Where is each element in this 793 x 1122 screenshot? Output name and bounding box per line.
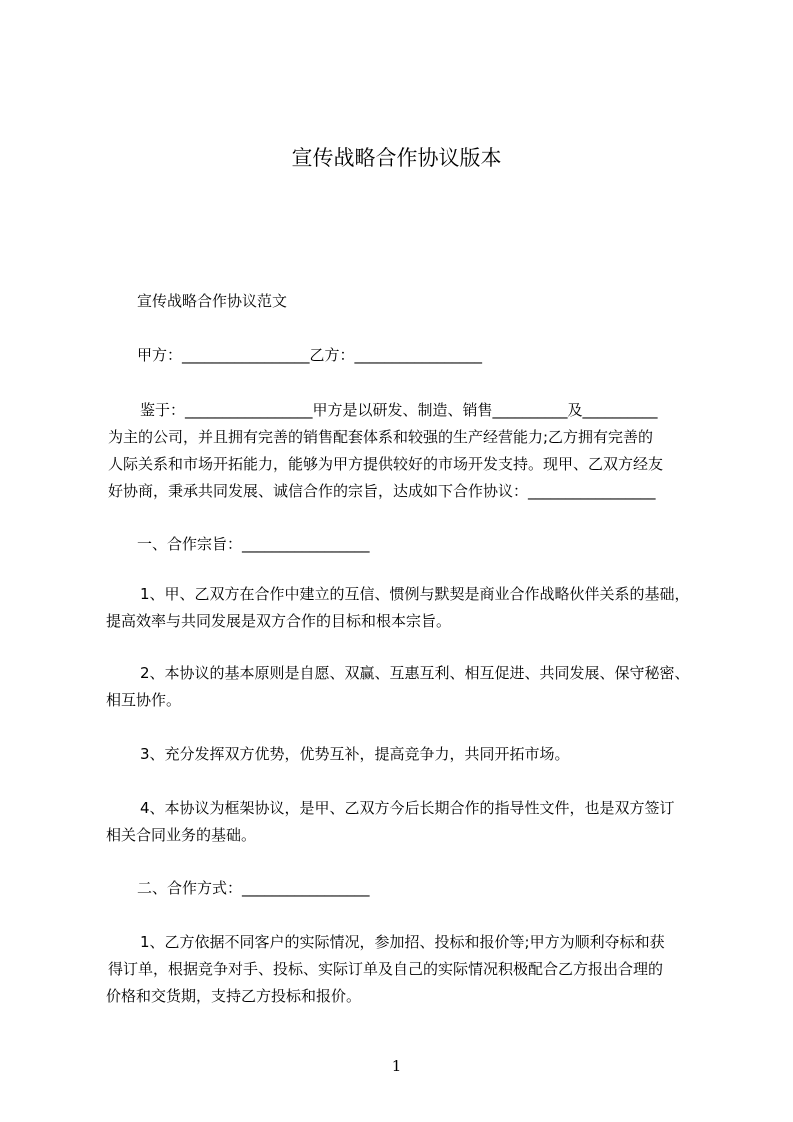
document-subtitle: 宣传战略合作协议范文: [137, 292, 288, 310]
section1-item2-line-2: 相互协作。: [106, 691, 182, 709]
section1-item3: 3、充分发挥双方优势，优势互补，提高竞争力，共同开拓市场。: [140, 745, 570, 763]
section2-item1-line-3: 价格和交货期，支持乙方投标和报价。: [106, 987, 362, 1005]
section1-item1-line-2: 提高效率与共同发展是双方合作的目标和根本宗旨。: [106, 612, 452, 630]
whereas-line-2: 为主的公司，并且拥有完善的销售配套体系和较强的生产经营能力;乙方拥有完善的: [108, 428, 654, 446]
section1-item4-line-1: 4、本协议为框架协议，是甲、乙双方今后长期合作的指导性文件，也是双方签订: [140, 799, 675, 817]
section2-item1-line-1: 1、乙方依据不同客户的实际情况，参加招、投标和报价等;甲方为顺利夺标和获: [140, 933, 665, 951]
section2-heading: 二、合作方式：_________________: [137, 879, 370, 897]
section2-item1-line-2: 得订单，根据竞争对手、投标、实际订单及自己的实际情况积极配合乙方报出合理的: [108, 960, 664, 978]
section1-item2-line-1: 2、本协议的基本原则是自愿、双赢、互惠互利、相互促进、共同发展、保守秘密、: [140, 664, 690, 682]
whereas-line-4: 好协商，秉承共同发展、诚信合作的宗旨，达成如下合作协议：_________________: [108, 482, 656, 500]
parties-line: 甲方：_________________乙方：_________________: [137, 346, 483, 364]
whereas-line-1: 鉴于：_________________甲方是以研发、制造、销售__________及__________: [140, 401, 658, 419]
page-number: 1: [391, 1057, 402, 1075]
section1-item1-line-1: 1、甲、乙双方在合作中建立的互信、惯例与默契是商业合作战略伙伴关系的基础，: [140, 585, 690, 603]
section1-item4-line-2: 相关合同业务的基础。: [106, 826, 257, 844]
section1-heading: 一、合作宗旨：_________________: [137, 535, 370, 553]
document-title: 宣传战略合作协议版本: [291, 146, 502, 170]
whereas-line-3: 人际关系和市场开拓能力，能够为甲方提供较好的市场开发支持。现甲、乙双方经友: [108, 455, 664, 473]
